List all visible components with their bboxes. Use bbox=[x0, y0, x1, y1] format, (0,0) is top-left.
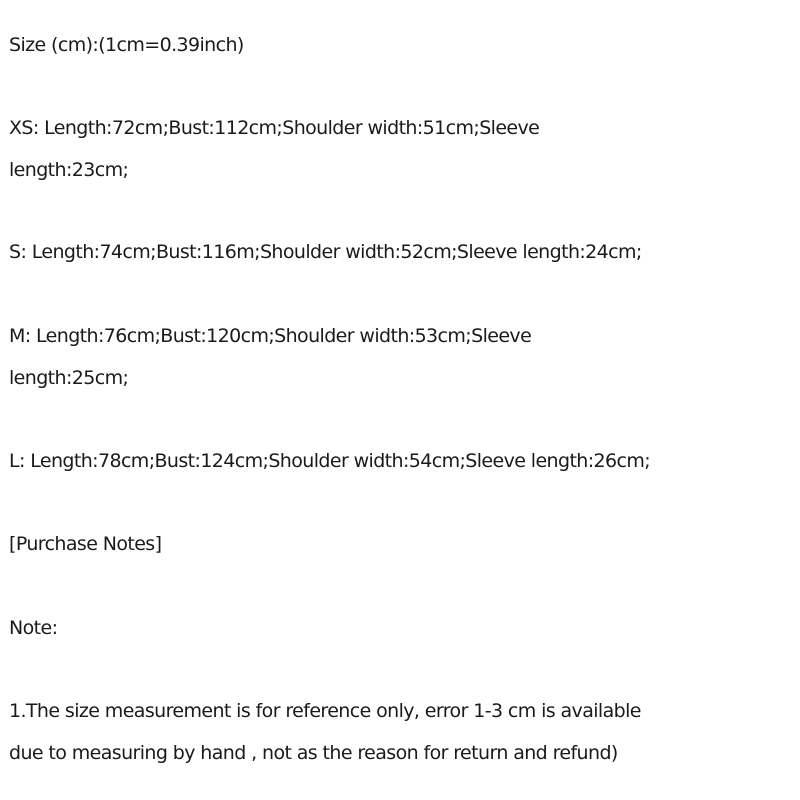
size-l-line: L: Length:78cm;Bust:124cm;Shoulder width:54cm;Sleeve length:26cm; bbox=[9, 450, 651, 472]
size-unit-header: Size (cm):(1cm=0.39inch) bbox=[9, 34, 244, 56]
size-m-line-1: M: Length:76cm;Bust:120cm;Shoulder width:53cm;Sleeve bbox=[9, 325, 532, 347]
size-xs-line-2: length:23cm; bbox=[9, 159, 129, 181]
size-xs-line-1: XS: Length:72cm;Bust:112cm;Shoulder width:51cm;Sleeve bbox=[9, 117, 540, 139]
note-1-line-2: due to measuring by hand , not as the reason for return and refund) bbox=[9, 742, 618, 764]
purchase-notes-heading: [Purchase Notes] bbox=[9, 533, 162, 555]
note-1-line-1: 1.The size measurement is for reference only, error 1-3 cm is available bbox=[9, 700, 641, 722]
note-label: Note: bbox=[9, 617, 58, 639]
size-m-line-2: length:25cm; bbox=[9, 367, 129, 389]
size-s-line: S: Length:74cm;Bust:116m;Shoulder width:52cm;Sleeve length:24cm; bbox=[9, 241, 642, 263]
